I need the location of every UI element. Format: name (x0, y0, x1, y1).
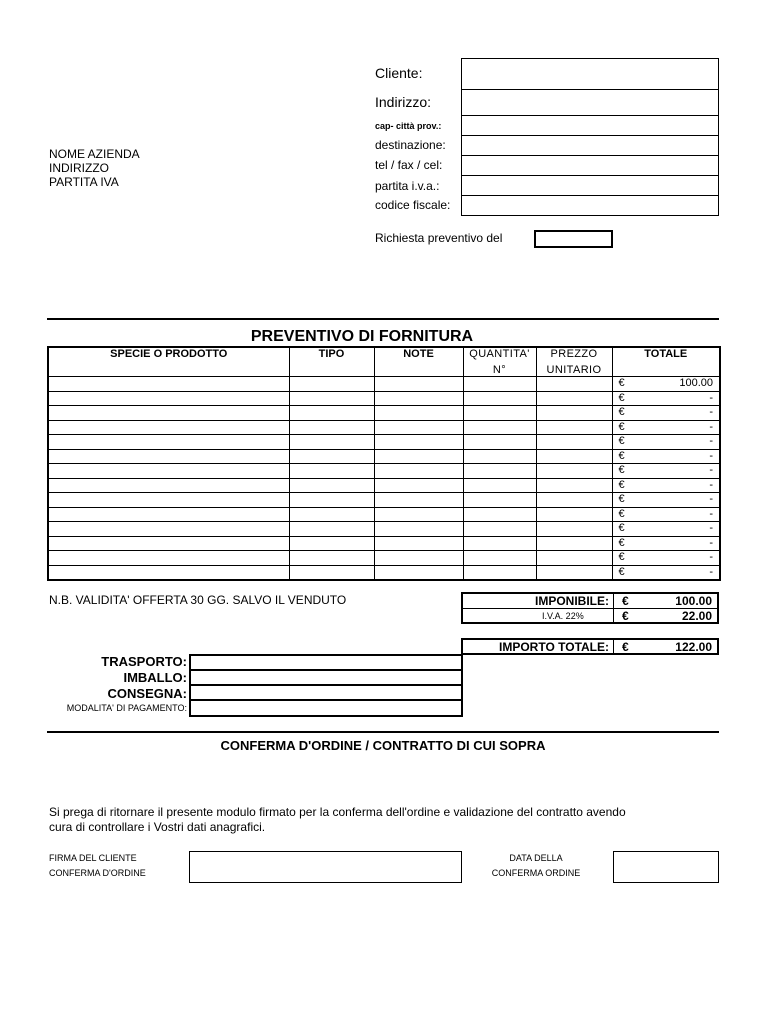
type-cell[interactable] (289, 391, 374, 406)
items-table (47, 346, 721, 581)
product-cell[interactable] (48, 551, 289, 566)
quantity-cell[interactable] (463, 420, 536, 435)
quantity-cell[interactable] (463, 391, 536, 406)
type-cell[interactable] (289, 435, 374, 450)
quantity-cell[interactable] (463, 478, 536, 493)
price-cell[interactable] (536, 420, 612, 435)
price-cell[interactable] (536, 551, 612, 566)
taxable-currency: € (622, 594, 629, 608)
taxable-box (461, 592, 719, 624)
product-cell[interactable] (48, 420, 289, 435)
notes-cell[interactable] (374, 493, 463, 508)
product-cell[interactable] (48, 507, 289, 522)
currency-symbol: € (618, 507, 625, 520)
client-field[interactable] (461, 58, 719, 90)
company-info (49, 147, 140, 189)
phone-label: tel / fax / cel: (375, 158, 443, 172)
table-row (48, 478, 720, 493)
notes-cell[interactable] (374, 507, 463, 522)
table-row (48, 449, 720, 464)
table-row (48, 536, 720, 551)
row-total-value: - (709, 551, 713, 563)
taxable-value: 100.00 (675, 594, 712, 608)
quantity-cell[interactable] (463, 536, 536, 551)
separator-top (47, 318, 719, 320)
row-total-value: - (709, 536, 713, 549)
product-cell[interactable] (48, 478, 289, 493)
destination-label: destinazione: (375, 138, 446, 152)
header-product: SPECIE O PRODOTTO (48, 347, 289, 377)
vat-value: 22.00 (681, 609, 712, 623)
notes-cell[interactable] (374, 565, 463, 580)
currency-symbol: € (618, 420, 625, 433)
total-cell (612, 507, 720, 522)
notes-cell[interactable] (374, 377, 463, 392)
price-cell[interactable] (536, 406, 612, 421)
quantity-cell[interactable] (463, 507, 536, 522)
total-cell (612, 493, 720, 508)
price-cell[interactable] (536, 449, 612, 464)
total-cell (612, 464, 720, 479)
price-cell[interactable] (536, 565, 612, 580)
signature-field[interactable] (189, 851, 462, 883)
date-label-1: DATA DELLA (509, 853, 563, 863)
header-type: TIPO (289, 347, 374, 377)
total-cell (612, 551, 720, 566)
row-total-value: - (709, 449, 713, 462)
type-cell[interactable] (289, 464, 374, 479)
quantity-cell[interactable] (463, 551, 536, 566)
notes-cell[interactable] (374, 435, 463, 450)
currency-symbol: € (618, 464, 625, 476)
product-cell[interactable] (48, 536, 289, 551)
row-total-value: 100.00 (679, 377, 713, 389)
confirmation-date-field[interactable] (613, 851, 719, 883)
notes-cell[interactable] (374, 522, 463, 537)
transport-label: TRASPORTO: (101, 654, 187, 669)
quantity-cell[interactable] (463, 377, 536, 392)
confirmation-title: CONFERMA D'ORDINE / CONTRATTO DI CUI SOPRA (220, 738, 546, 753)
row-total-value: - (709, 507, 713, 520)
company-name: NOME AZIENDA (49, 147, 140, 161)
delivery-label: CONSEGNA: (107, 686, 187, 701)
product-cell[interactable] (48, 406, 289, 421)
form-title: PREVENTIVO DI FORNITURA (250, 328, 474, 345)
notes-cell[interactable] (374, 551, 463, 566)
product-cell[interactable] (48, 391, 289, 406)
vat-label: I.V.A. 22% (542, 611, 584, 621)
notes-cell[interactable] (374, 478, 463, 493)
signature-label-2: CONFERMA D'ORDINE (49, 868, 146, 878)
row-total-value: - (709, 565, 713, 578)
currency-symbol: € (618, 493, 625, 505)
type-cell[interactable] (289, 493, 374, 508)
quantity-cell[interactable] (463, 435, 536, 450)
destination-field[interactable] (461, 135, 719, 156)
currency-symbol: € (618, 565, 625, 578)
price-cell[interactable] (536, 507, 612, 522)
table-row (48, 420, 720, 435)
address-label: Indirizzo: (375, 94, 432, 110)
table-row (48, 406, 720, 421)
confirmation-text-1: Si prega di ritornare il presente modulo firmato per la conferma dell'ordine e validazione del contratto avendo (49, 805, 626, 819)
request-label: Richiesta preventivo del (375, 231, 503, 245)
product-cell[interactable] (48, 493, 289, 508)
quantity-cell[interactable] (463, 493, 536, 508)
notes-cell[interactable] (374, 449, 463, 464)
tax-code-label: codice fiscale: (375, 198, 451, 212)
product-cell[interactable] (48, 565, 289, 580)
type-cell[interactable] (289, 507, 374, 522)
total-cell (612, 406, 720, 421)
price-cell[interactable] (536, 435, 612, 450)
product-cell[interactable] (48, 377, 289, 392)
payment-label: MODALITA' DI PAGAMENTO: (66, 703, 187, 713)
total-label: IMPORTO TOTALE: (499, 640, 609, 654)
date-label-2: CONFERMA ORDINE (491, 868, 581, 878)
notes-cell[interactable] (374, 464, 463, 479)
validity-note: N.B. VALIDITA' OFFERTA 30 GG. SALVO IL VENDUTO (49, 593, 347, 607)
notes-cell[interactable] (374, 406, 463, 421)
row-total-value: - (709, 464, 713, 476)
price-cell[interactable] (536, 464, 612, 479)
header-notes: NOTE (374, 347, 463, 377)
header-unit-price (536, 347, 612, 377)
total-cell (612, 391, 720, 406)
taxable-label: IMPONIBILE: (535, 594, 609, 608)
header-quantity-line2: N° (492, 364, 507, 376)
currency-symbol: € (618, 478, 625, 491)
price-cell[interactable] (536, 478, 612, 493)
type-cell[interactable] (289, 551, 374, 566)
currency-symbol: € (618, 522, 625, 534)
total-cell (612, 449, 720, 464)
row-total-value: - (709, 435, 713, 447)
total-cell (612, 565, 720, 580)
type-cell[interactable] (289, 406, 374, 421)
price-cell[interactable] (536, 536, 612, 551)
table-row (48, 391, 720, 406)
currency-symbol: € (618, 391, 625, 404)
row-total-value: - (709, 406, 713, 418)
total-cell (612, 536, 720, 551)
total-currency: € (622, 640, 629, 654)
confirmation-text-2: cura di controllare i Vostri dati anagrafici. (49, 820, 266, 834)
total-box (461, 638, 719, 655)
quantity-cell[interactable] (463, 449, 536, 464)
currency-symbol: € (618, 536, 625, 549)
vat-currency: € (622, 609, 629, 623)
client-vat-field[interactable] (461, 175, 719, 196)
packaging-label: IMBALLO: (123, 670, 187, 685)
tax-code-field[interactable] (461, 195, 719, 216)
separator-bottom (47, 731, 719, 733)
total-cell (612, 435, 720, 450)
quantity-cell[interactable] (463, 522, 536, 537)
total-cell (612, 377, 720, 392)
currency-symbol: € (618, 551, 625, 563)
payment-field[interactable] (189, 699, 463, 717)
header-quantity-line1: QUANTITA' (469, 348, 530, 360)
company-address: INDIRIZZO (49, 161, 109, 175)
company-vat: PARTITA IVA (49, 175, 119, 189)
table-row (48, 522, 720, 537)
row-total-value: - (709, 478, 713, 491)
request-date-field[interactable] (534, 230, 613, 248)
table-row (48, 464, 720, 479)
type-cell[interactable] (289, 377, 374, 392)
product-cell[interactable] (48, 522, 289, 537)
currency-symbol: € (618, 435, 625, 447)
header-price-line2: UNITARIO (546, 364, 602, 376)
table-row (48, 377, 720, 392)
row-total-value: - (709, 493, 713, 505)
table-row (48, 551, 720, 566)
row-total-value: - (709, 391, 713, 404)
total-cell (612, 522, 720, 537)
city-label: cap- città prov.: (375, 121, 442, 131)
notes-cell[interactable] (374, 391, 463, 406)
currency-symbol: € (618, 449, 625, 462)
type-cell[interactable] (289, 565, 374, 580)
total-cell (612, 478, 720, 493)
header-quantity (463, 347, 536, 377)
header-price-line1: PREZZO (550, 348, 598, 360)
quantity-cell[interactable] (463, 406, 536, 421)
phone-field[interactable] (461, 155, 719, 176)
product-cell[interactable] (48, 464, 289, 479)
type-cell[interactable] (289, 536, 374, 551)
client-label: Cliente: (375, 65, 423, 81)
signature-label-1: FIRMA DEL CLIENTE (49, 853, 137, 863)
price-cell[interactable] (536, 391, 612, 406)
type-cell[interactable] (289, 522, 374, 537)
table-header-row (48, 347, 720, 377)
header-total: TOTALE (612, 347, 720, 377)
quantity-cell[interactable] (463, 464, 536, 479)
product-cell[interactable] (48, 435, 289, 450)
total-value: 122.00 (675, 640, 712, 654)
table-row (48, 435, 720, 450)
price-cell[interactable] (536, 522, 612, 537)
type-cell[interactable] (289, 449, 374, 464)
product-cell[interactable] (48, 449, 289, 464)
notes-cell[interactable] (374, 536, 463, 551)
quantity-cell[interactable] (463, 565, 536, 580)
price-cell[interactable] (536, 377, 612, 392)
notes-cell[interactable] (374, 420, 463, 435)
table-row (48, 565, 720, 580)
table-row (48, 507, 720, 522)
type-cell[interactable] (289, 478, 374, 493)
total-cell (612, 420, 720, 435)
city-field[interactable] (461, 115, 719, 136)
currency-symbol: € (618, 406, 625, 418)
address-field[interactable] (461, 89, 719, 116)
price-cell[interactable] (536, 493, 612, 508)
currency-symbol: € (618, 377, 625, 389)
table-row (48, 493, 720, 508)
type-cell[interactable] (289, 420, 374, 435)
row-total-value: - (709, 420, 713, 433)
row-total-value: - (709, 522, 713, 534)
client-vat-label: partita i.v.a.: (375, 179, 440, 193)
